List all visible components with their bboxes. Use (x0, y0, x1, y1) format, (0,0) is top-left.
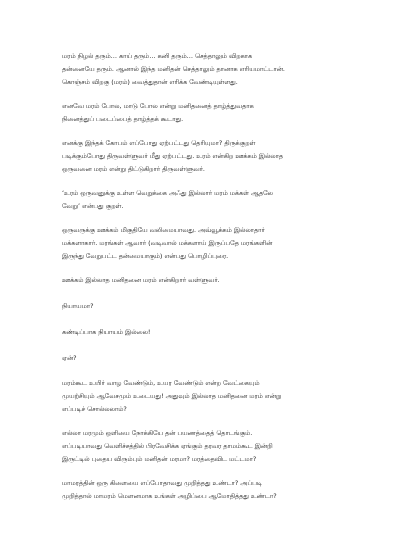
text-line: மக்களாகார். மரங்கள் ஆவார் (வடிவால் மக்களாய் இருப்பதே மரங்களின் (62, 239, 273, 247)
text-line: மாமரத்தின் ஒரு கிளையை எப்போதாவது முறித்தது உண்டா? அப்படி (62, 479, 263, 487)
text-line: எப்படிச் சொல்லலாம்? (62, 405, 127, 413)
text-line: மரம் நிழல் தரும்… காய் தரும்… கனி தரும்… செத்தாலும் விறகாக (62, 52, 253, 60)
paragraph-certainly-not (62, 326, 382, 339)
paragraph-tree-gives (62, 50, 382, 89)
paragraph-mango-branch (62, 477, 382, 503)
text-line: ஏன்? (62, 354, 77, 362)
text-line: எனக்கு இந்தக் கோபம் எப்போது ஏற்பட்டது தெரியுமா? திருக்குறள் (62, 139, 256, 147)
text-line: ஒருவருக்கு ஊக்கம் மிகுதியே வலிமையாவது. அவ்வூக்கம் இல்லாதார் (62, 226, 265, 234)
text-line: ‘உரம் ஒருவனுக்கு உள்ள வெறுக்கை அஃது இல்லார் மரம் மக்கள் ஆதலே (62, 189, 273, 197)
text-line: முறித்தால் மாமரம் மௌனமாக உங்கள் அழிப்பை ஆமோதித்தது உண்டா? (62, 492, 277, 500)
text-line: வேறு’ என்பது குறள். (62, 202, 124, 210)
text-line: எல்லா மரமும் ஒளியை நோக்கியே தன் பயணத்தைத் தொடங்கும். (62, 429, 253, 437)
text-line: எப்படியாவது வெளிச்சத்தில் பிரவேசிக்க ஏங்கும் தரவர தாமம்கூட இன்றி (62, 442, 273, 450)
text-line: படிக்கும்போது திருவள்ளுவர் மீது ஏற்பட்டது. உரம் என்கிற ஊக்கம் இல்லாத (62, 152, 284, 160)
text-line: தன்னையே தரும். ஆனால் இந்த மனிதன் செத்தாலும் தானாக எரியமாட்டான். (62, 65, 285, 73)
text-line: ஊக்கம் இல்லாத மனிதனை மரம் என்கிறார் வள்ளுவர். (62, 276, 220, 284)
text-line: நினைத்துப் படைப்பைத் தாழ்த்தக் கூடாது. (62, 115, 184, 123)
text-line: கொஞ்சம் விறகு (மரம்) வைத்துதான் எரிக்க வேண்டியுள்ளது. (62, 78, 238, 86)
text-line: நியாயமா? (62, 302, 94, 310)
paragraph-toward-light (62, 427, 382, 466)
paragraph-should-not-demean (62, 100, 382, 126)
paragraph-commentary (62, 224, 382, 263)
text-line: ஒருவனை மரம் என்று திட்டுகிறார் திருவள்ளுவர். (62, 165, 205, 173)
text-line: இருட்டில் புதைய விரும்பும் மனிதன் மரமா? மரத்தைவிட மட்டமா? (62, 455, 257, 463)
paragraph-kural-quote (62, 187, 382, 213)
text-line: இருந்து வேறுபட்ட தன்மையாகும்) என்பது பொழிப்புரை. (62, 252, 229, 260)
text-line: எனவே மரம் போல, மாடு போல என்று மனிதனைத் தாழ்த்துவதாக (62, 102, 254, 110)
text-line: முயற்சியும் ஆவேசமும் உடையது! அதுவும் இல்லாத மனிதனை மரம் என்று (62, 392, 282, 400)
text-line: கண்டிப்பாக நியாயம் இல்லை! (62, 328, 151, 336)
paragraph-kural-reading (62, 137, 382, 176)
paragraph-tree-desire (62, 377, 382, 416)
paragraph-why (62, 352, 382, 365)
paragraph-is-it-fair (62, 300, 382, 313)
paragraph-valluvar-says (62, 274, 382, 287)
text-line: மரம்கூட உயிர் வாழ வேண்டும், உயர வேண்டும் என்ற வேட்கையும் (62, 379, 260, 387)
